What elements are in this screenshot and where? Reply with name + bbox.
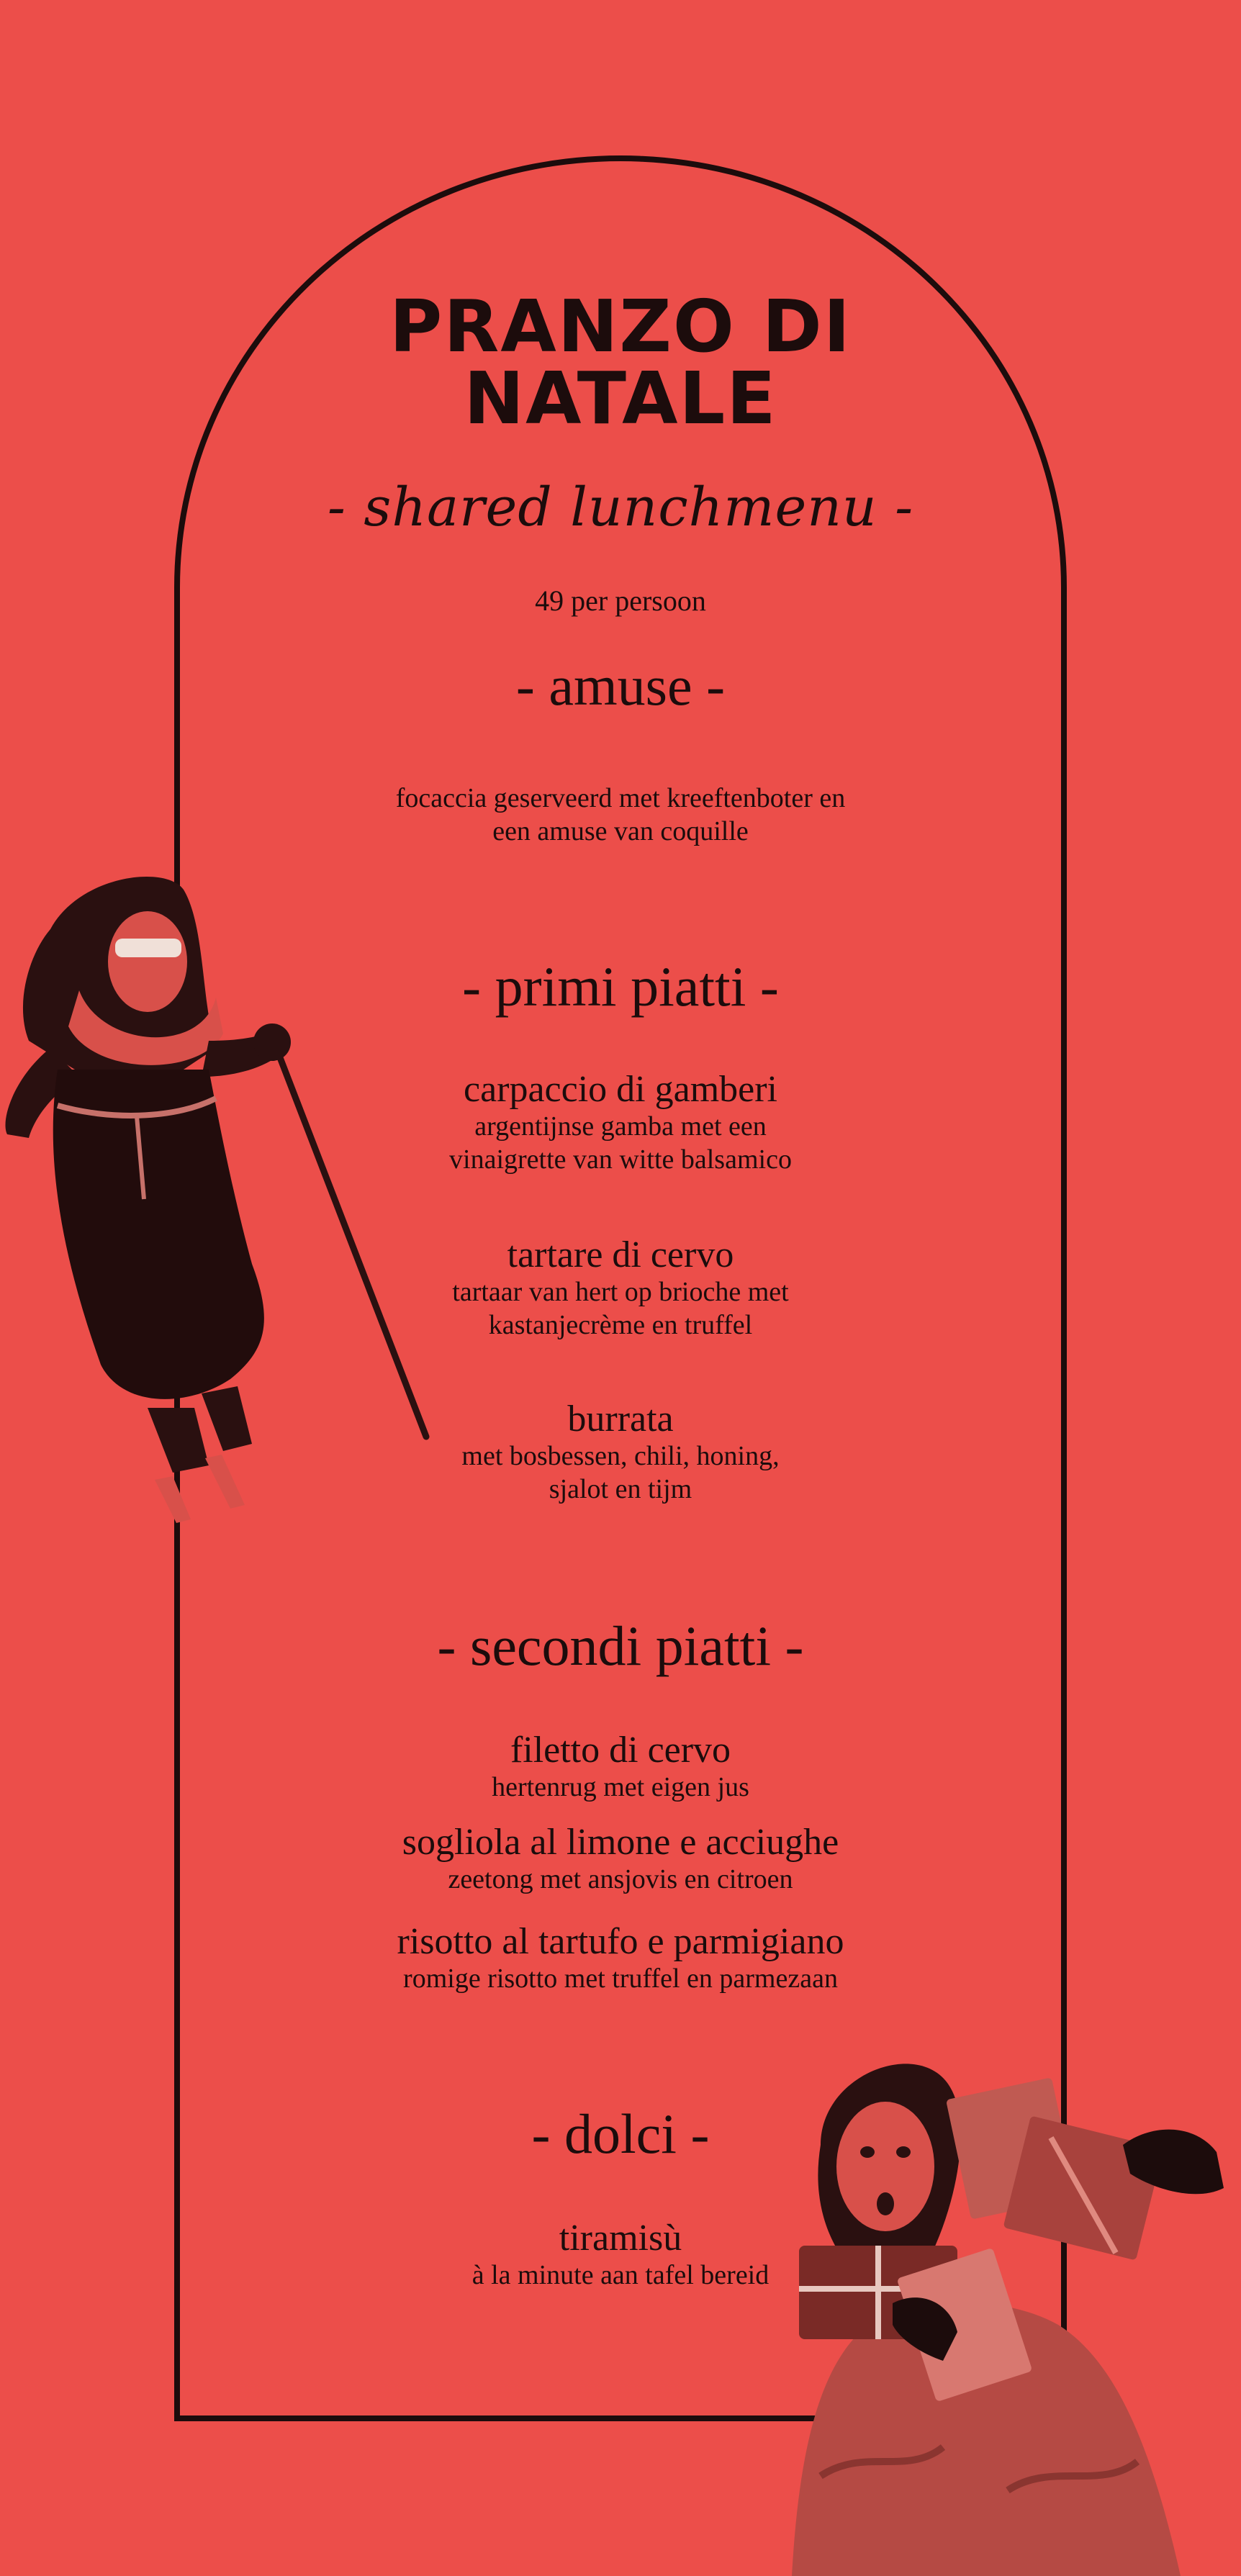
dish-name: carpaccio di gamberi: [464, 1069, 777, 1110]
woman-with-gifts-illustration: [777, 2044, 1241, 2576]
dish-description: vinaigrette van witte balsamico: [449, 1144, 792, 1175]
menu-subtitle: - shared lunchmenu -: [327, 476, 914, 538]
dish-item: [259, 1922, 982, 1995]
dish-name: sogliola al limone e acciughe: [402, 1822, 839, 1863]
menu-title-line2: NATALE: [464, 356, 777, 440]
amuse-description: [259, 782, 982, 848]
dish-name: risotto al tartufo e parmigiano: [397, 1921, 844, 1962]
dish-description: tartaar van hert op brioche met: [452, 1277, 789, 1307]
dish-description: zeetong met ansjovis en citroen: [448, 1864, 793, 1894]
dish-name: burrata: [567, 1398, 674, 1440]
dish-name: tiramisù: [559, 2218, 682, 2259]
dish-description: romige risotto met truffel en parmezaan: [403, 1963, 838, 1994]
section-heading-secondi: - secondi piatti -: [437, 1614, 804, 1677]
dish-description: sjalot en tijm: [549, 1474, 692, 1504]
menu-price: 49 per persoon: [535, 584, 706, 617]
dish-item: [259, 1822, 982, 1896]
dish-description: met bosbessen, chili, honing,: [461, 1441, 780, 1471]
section-heading-primi: - primi piatti -: [462, 955, 779, 1018]
section-heading-amuse: - amuse -: [515, 654, 726, 717]
dish-name: filetto di cervo: [510, 1730, 731, 1771]
skiing-nun-illustration: [0, 861, 432, 1537]
dish-name: tartare di cervo: [507, 1234, 734, 1275]
dish-description: kastanjecrème en truffel: [488, 1310, 753, 1340]
dish-description: argentijnse gamba met een: [474, 1111, 767, 1142]
dish-item: [259, 1730, 982, 1804]
dish-description: hertenrug met eigen jus: [492, 1772, 749, 1802]
dish-description: à la minute aan tafel bereid: [471, 2260, 770, 2290]
amuse-desc-line2: een amuse van coquille: [492, 816, 749, 846]
menu-title-line1: PRANZO DI: [389, 284, 852, 369]
section-heading-dolci: - dolci -: [531, 2102, 710, 2165]
menu-title: [259, 284, 982, 440]
amuse-desc-line1: focaccia geserveerd met kreeftenboter en: [395, 783, 846, 813]
